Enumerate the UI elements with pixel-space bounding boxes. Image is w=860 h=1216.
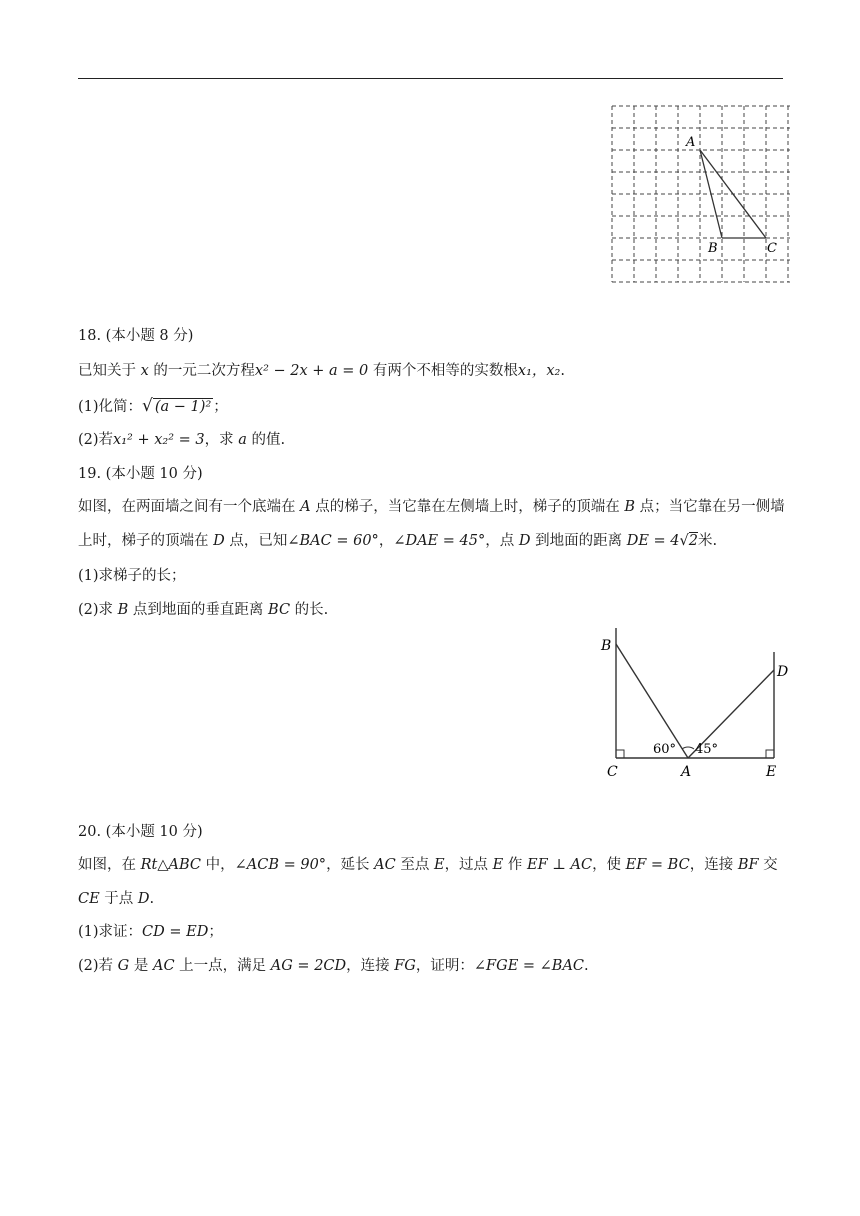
q19-var-d: D <box>213 533 225 549</box>
q19-stem <box>78 490 788 558</box>
grid-lines <box>612 106 790 282</box>
q19-angle-dae: ∠DAE = 45° <box>393 533 486 549</box>
ladder-label-d: D <box>777 664 789 680</box>
q20-rt-abc: Rt△ABC <box>140 857 201 873</box>
q18-part2-mid: ，求 <box>204 432 239 448</box>
q20-e: E <box>433 857 445 873</box>
ladder-label-c: C <box>607 764 618 780</box>
q18-part2 <box>78 430 788 450</box>
q19-stem-f: 到地面的距离 <box>530 533 627 549</box>
sqrt-sign: √ <box>142 396 153 416</box>
q19-stem-g: 米. <box>697 533 718 549</box>
header-rule <box>78 78 783 79</box>
q18-roots: x₁，x₂ <box>517 363 561 379</box>
ladder-label-e: E <box>766 764 777 780</box>
ladder-lines <box>616 628 774 758</box>
q20-angle-acb: ∠ACB = 90° <box>234 857 327 873</box>
q20-part2 <box>78 956 788 976</box>
q20-ag-cd: AG = 2CD <box>270 958 347 974</box>
q19-part2-c: 的长. <box>290 602 329 618</box>
q19-part2-b: 点到地面的垂直距离 <box>128 602 269 618</box>
q20-fg: FG <box>394 958 416 974</box>
q20-perp: EF ⊥ AC <box>526 857 593 873</box>
q20-part2-c: 上一点，满足 <box>174 958 271 974</box>
q19-part2-bc: BC <box>268 602 291 618</box>
q20-stem-g: ，使 <box>592 857 626 873</box>
q19-var-a: A <box>300 499 311 515</box>
q19-part1: (1)求梯子的长； <box>78 568 186 584</box>
q19-angle-bac: ∠BAC = 60° <box>287 533 379 549</box>
q20-stem-h: ，连接 <box>689 857 738 873</box>
q20-part2-e: ，证明： <box>415 958 474 974</box>
q19-de-expr: DE = 4 <box>626 533 680 549</box>
ladder-angle-45: 45° <box>695 742 719 757</box>
q19-de-root: 2 <box>688 533 698 549</box>
q20-angle-eq: ∠FGE = ∠BAC <box>473 958 585 974</box>
q19-stem-a: 如图，在两面墙之间有一个底端在 <box>78 499 301 515</box>
triangle-abc <box>700 150 766 238</box>
q19-stem-b: 点的梯子，当它靠在左侧墙上时，梯子的顶端在 <box>310 499 625 515</box>
q20-part2-b: 是 <box>129 958 153 974</box>
q20-part1-prefix: (1)求证： <box>78 924 143 940</box>
grid-label-a: A <box>686 135 696 150</box>
grid-label-c: C <box>767 241 777 256</box>
q20-part1-end: ； <box>208 924 223 940</box>
q18-part2-prefix: (2)若 <box>78 432 114 448</box>
q20-stem-a: 如图，在 <box>78 857 141 873</box>
q19-header: 19. (本小题 10 分) <box>78 466 203 482</box>
q20-stem-j: 于点 <box>99 891 138 907</box>
q18-stem <box>78 361 788 381</box>
q19-part2-var: B <box>117 602 129 618</box>
q18-part2-expr: x₁² + x₂² = 3 <box>113 432 205 448</box>
ladder-label-b: B <box>601 638 612 654</box>
q19-stem-d: 点，已知 <box>224 533 288 549</box>
q19-part2-a: (2)求 <box>78 602 118 618</box>
ladder-label-a: A <box>681 764 692 780</box>
q20-stem-b: 中， <box>201 857 235 873</box>
q20-ac: AC <box>374 857 396 873</box>
q18-stem-end: . <box>560 363 565 379</box>
q18-part2-var: a <box>238 432 247 448</box>
q19-sep: ， <box>378 533 394 549</box>
q20-e2: E <box>492 857 504 873</box>
q18-stem-2: 的一元二次方程 <box>148 363 255 379</box>
q20-stem-c: ，延长 <box>326 857 375 873</box>
q20-part1-expr: CD = ED <box>142 924 209 940</box>
q20-g: G <box>117 958 130 974</box>
q20-stem-k: . <box>149 891 155 907</box>
q20-header: 20. (本小题 10 分) <box>78 824 203 840</box>
q20-part1 <box>78 922 788 942</box>
q20-part2-a: (2)若 <box>78 958 118 974</box>
q18-part1-end: ； <box>213 399 228 415</box>
q20-part2-end: . <box>584 958 589 974</box>
q20-part2-d: ，连接 <box>346 958 395 974</box>
grid-figure <box>608 100 794 286</box>
sqrt-sign: √ <box>679 533 689 549</box>
q20-ef-bc: EF = BC <box>625 857 690 873</box>
grid-label-b: B <box>708 241 718 256</box>
ladder-angle-60: 60° <box>653 742 677 757</box>
q20-stem-e: ，过点 <box>444 857 493 873</box>
q18-stem-1: 已知关于 <box>78 363 141 379</box>
q20-ce: CE <box>78 891 100 907</box>
ladder-figure <box>596 624 796 784</box>
q18-part1-prefix: (1)化简： <box>78 399 143 415</box>
q20-stem-i: 交 <box>758 857 778 873</box>
q18-part1 <box>78 396 788 417</box>
q20-stem <box>78 848 788 916</box>
q19-part2 <box>78 600 788 620</box>
q20-d: D <box>137 891 150 907</box>
q18-stem-3: 有两个不相等的实数根 <box>368 363 518 379</box>
q19-stem-e: ，点 <box>485 533 519 549</box>
q18-part1-radicand: (a − 1)² <box>154 399 212 415</box>
q19-var-d2: D <box>518 533 531 549</box>
q19-stem-c: 点；当它靠在另一侧墙上时，梯子的顶端在 <box>78 499 785 549</box>
q18-header: 18. (本小题 8 分) <box>78 328 194 344</box>
q18-stem-x: x <box>140 363 149 379</box>
q20-stem-f: 作 <box>503 857 527 873</box>
q20-bf: BF <box>737 857 759 873</box>
q20-stem-d: 至点 <box>395 857 434 873</box>
q18-equation: x² − 2x + a = 0 <box>254 363 369 379</box>
q20-ac2: AC <box>152 958 175 974</box>
q18-part2-end: 的值. <box>246 432 286 448</box>
q19-var-b: B <box>624 499 635 515</box>
